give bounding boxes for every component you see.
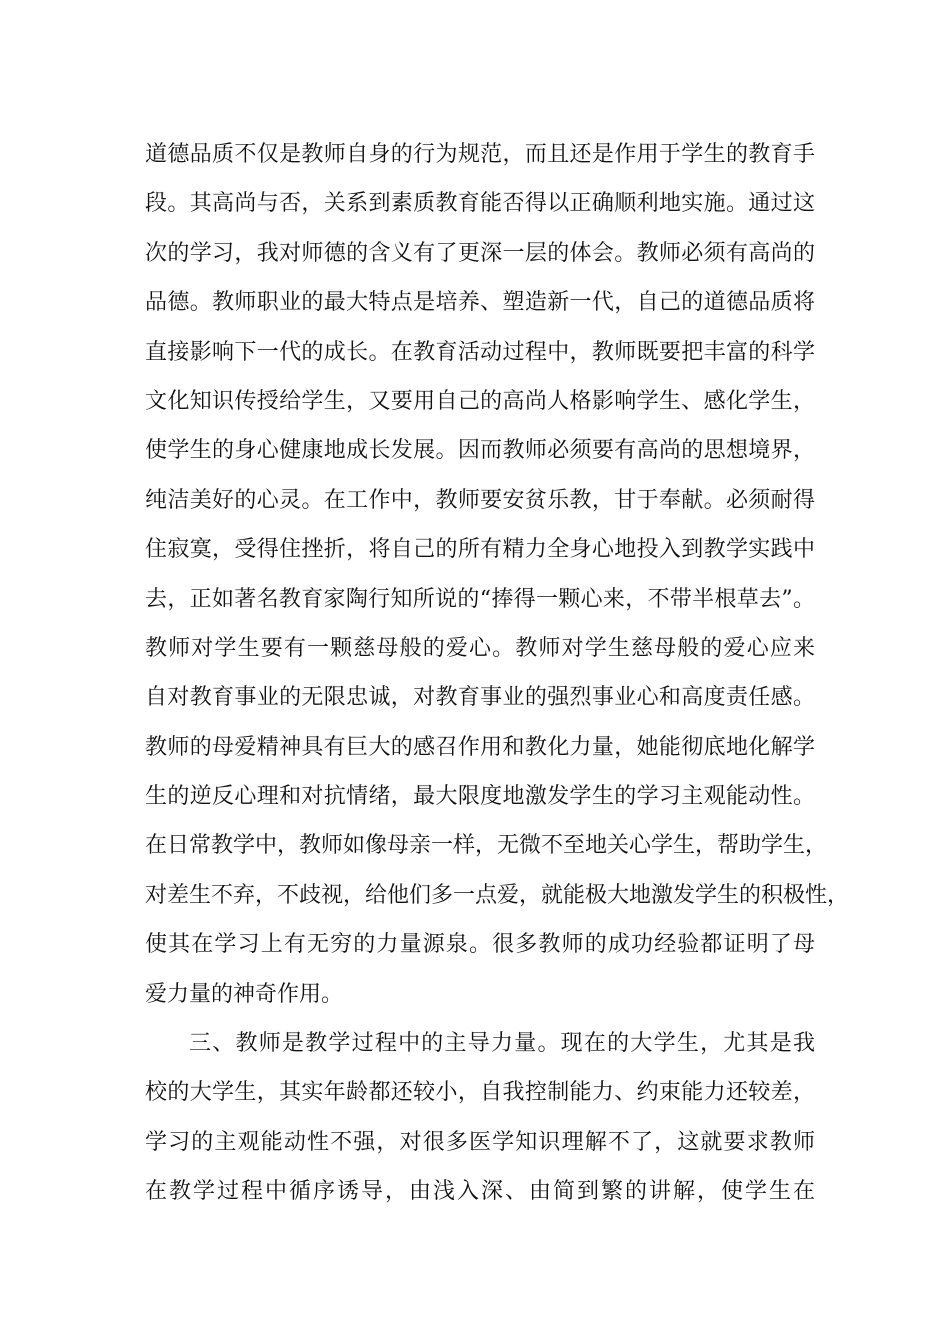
paragraph-section-three bbox=[145, 1019, 815, 1217]
section-heading-line: 三、教师是教学过程中的主导力量。现在的大学生，尤其是我 bbox=[189, 1031, 815, 1057]
text-line: 自对教育事业的无限忠诚，对教育事业的强烈事业心和高度责任感。 bbox=[145, 685, 815, 711]
text-line: 去，正如著名教育家陶行知所说的“捧得一颗心来，不带半根草去”。 bbox=[145, 586, 815, 612]
paragraph-teacher-ethics bbox=[145, 130, 850, 1019]
text-line: 教师的母爱精神具有巨大的感召作用和教化力量，她能彻底地化解学 bbox=[145, 734, 815, 760]
text-line: 直接影响下一代的成长。在教育活动过程中，教师既要把丰富的科学 bbox=[145, 339, 815, 365]
text-line: 教师对学生要有一颗慈母般的爱心。教师对学生慈母般的爱心应来 bbox=[145, 635, 815, 661]
text-line: 在教学过程中循序诱导，由浅入深、由简到繁的讲解，使学生在 bbox=[145, 1179, 815, 1205]
text-line: 段。其高尚与否，关系到素质教育能否得以正确顺利地实施。通过这 bbox=[145, 191, 815, 217]
text-line: 在日常教学中，教师如像母亲一样，无微不至地关心学生，帮助学生， bbox=[145, 833, 828, 859]
text-line: 爱力量的神奇作用。 bbox=[145, 981, 344, 1007]
text-line: 学习的主观能动性不强，对很多医学知识理解不了，这就要求教师 bbox=[145, 1129, 815, 1155]
text-line: 次的学习，我对师德的含义有了更深一层的体会。教师必须有高尚的 bbox=[145, 240, 815, 266]
text-line: 道德品质不仅是教师自身的行为规范，而且还是作用于学生的教育手 bbox=[145, 142, 815, 167]
document-body bbox=[145, 130, 850, 1217]
text-line: 对差生不弃，不歧视，给他们多一点爱，就能极大地激发学生的积极性， bbox=[145, 882, 850, 908]
text-line: 校的大学生，其实年龄都还较小，自我控制能力、约束能力还较差， bbox=[145, 1080, 815, 1106]
text-line: 住寂寞，受得住挫折，将自己的所有精力全身心地投入到教学实践中 bbox=[145, 537, 815, 563]
text-line: 纯洁美好的心灵。在工作中，教师要安贫乐教，甘于奉献。必须耐得 bbox=[145, 487, 815, 513]
text-line: 使其在学习上有无穷的力量源泉。很多教师的成功经验都证明了母 bbox=[145, 932, 815, 958]
text-line: 品德。教师职业的最大特点是培养、塑造新一代，自己的道德品质将 bbox=[145, 290, 815, 316]
text-line: 使学生的身心健康地成长发展。因而教师必须要有高尚的思想境界， bbox=[145, 438, 815, 464]
text-line: 文化知识传授给学生，又要用自己的高尚人格影响学生、感化学生， bbox=[145, 388, 815, 414]
text-line: 生的逆反心理和对抗情绪，最大限度地激发学生的学习主观能动性。 bbox=[145, 784, 815, 810]
